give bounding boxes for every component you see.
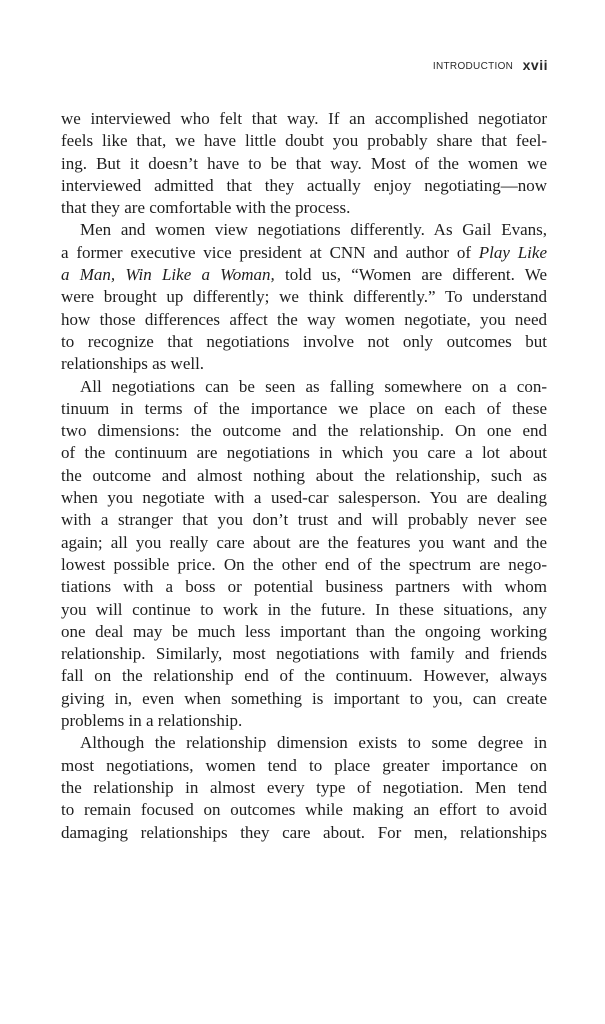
text-line: tinuum in terms of the importance we place on each of these [61, 398, 547, 418]
text-line: lowest possible price. On the other end of the spectrum are nego- [61, 554, 547, 574]
running-head-section: INTRODUCTION [432, 61, 514, 72]
text-line: All negotiations can be seen as falling somewhere on a con- [80, 376, 547, 396]
text-line: the outcome and almost nothing about the relationship, such as [61, 465, 547, 485]
running-head [433, 58, 548, 74]
text-line: you will continue to work in the future. In these situations, any [61, 599, 547, 619]
text-line: damaging relationships they care about. For men, relationships [61, 822, 547, 842]
text-line: interviewed admitted that they actually enjoy negotiating—now [61, 175, 547, 195]
paragraph-4 [61, 732, 547, 843]
text-line: again; all you really care about are the features you want and the [61, 532, 547, 552]
text-line: Although the relationship dimension exists to some degree in [80, 733, 547, 753]
text-line: feels like that, we have little doubt you probably share that feel- [61, 131, 547, 151]
text-line: one deal may be much less important than the ongoing working [61, 621, 547, 641]
text-line: with a stranger that you don’t trust and will probably never see [61, 510, 547, 530]
text-line: problems in a relationship. [61, 711, 243, 731]
text-line: ing. But it doesn’t have to be that way. Most of the women we [61, 153, 547, 173]
text-line: to remain focused on outcomes while making an effort to avoid [61, 800, 547, 820]
text-line [61, 264, 547, 286]
text-line: were brought up differently; we think differently.” To understand [61, 287, 547, 307]
page-number: xvii [522, 57, 548, 73]
text-line: how those differences affect the way women negotiate, you need [61, 309, 547, 329]
text-line: to recognize that negotiations involve not only outcomes but [61, 331, 547, 351]
text-line: Men and women view negotiations differently. As Gail Evans, [80, 220, 547, 240]
text-line: tiations with a boss or potential business partners with whom [61, 577, 547, 597]
text-line: that they are comfortable with the process. [61, 198, 351, 218]
text-line: fall on the relationship end of the continuum. However, always [61, 666, 547, 686]
text-line [61, 242, 547, 264]
text-line: we interviewed who felt that way. If an accomplished negotiator [61, 109, 547, 128]
text-line: of the continuum are negotiations in which you care a lot about [61, 443, 547, 463]
paragraph-1 [61, 108, 547, 219]
text-run: a former executive vice president at CNN and author of [61, 242, 479, 262]
body-text [61, 108, 547, 844]
text-line: the relationship in almost every type of negotiation. Men tend [61, 777, 547, 797]
book-title-italic: a Man, Win Like a Woman, [61, 265, 275, 285]
text-line: relationship. Similarly, most negotiations with family and friends [61, 644, 547, 664]
paragraph-3 [61, 376, 547, 733]
text-line: two dimensions: the outcome and the relationship. On one end [61, 421, 547, 441]
book-title-italic: Play Like [478, 242, 547, 262]
text-line: when you negotiate with a used-car salesperson. You are dealing [61, 488, 547, 508]
text-line: giving in, even when something is important to you, can create [61, 688, 547, 708]
text-run: told us, “Women are different. We [274, 265, 547, 285]
text-line: relationships as well. [61, 354, 205, 374]
text-line: most negotiations, women tend to place greater importance on [61, 755, 547, 775]
paragraph-2 [61, 219, 547, 375]
